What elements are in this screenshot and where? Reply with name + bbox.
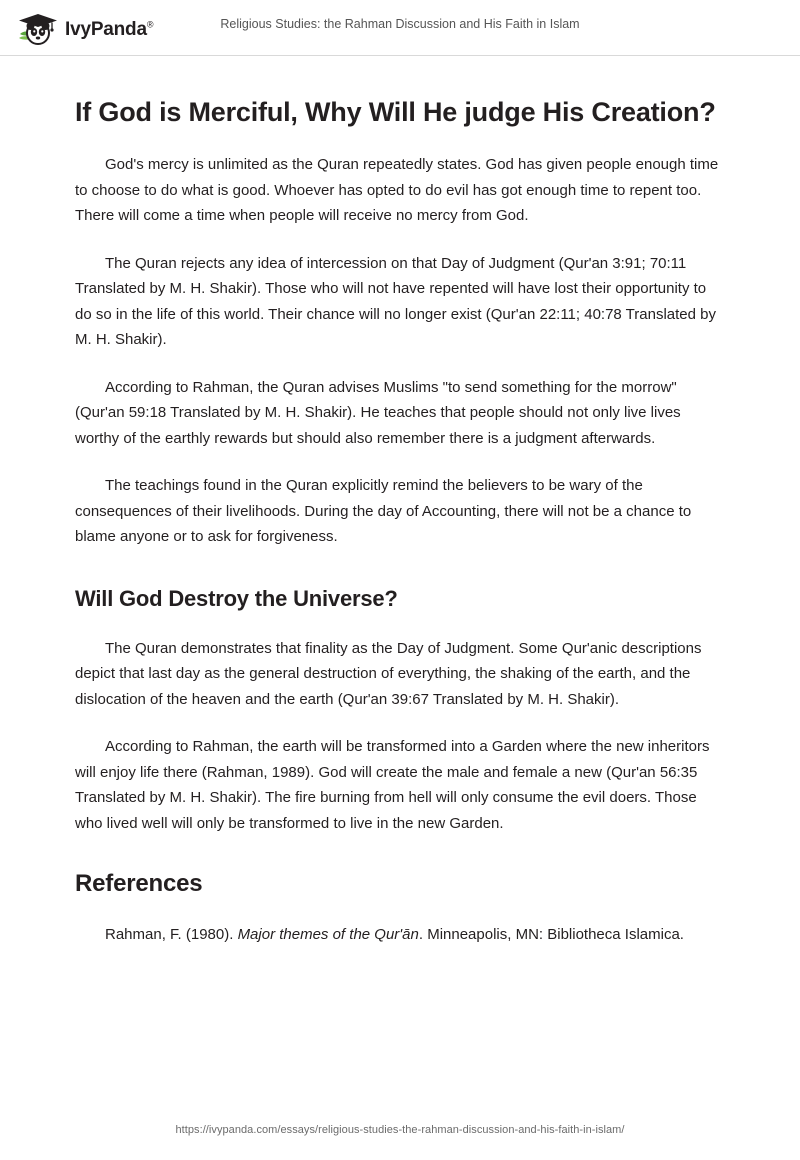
paragraph: The teachings found in the Quran explicitly remind the believers to be wary of the consequences of their livelihoods. During the day of Accounting, there will not be a chance to blame anyone or to ask for forgiveness. <box>75 477 692 545</box>
reference-publisher: . Minneapolis, MN: Bibliotheca Islamica. <box>418 926 684 943</box>
section-heading: Will God Destroy the Universe? <box>75 585 398 611</box>
page-header <box>0 0 800 56</box>
source-url-link[interactable]: https://ivypanda.com/essays/religious-studies-the-rahman-discussion-and-his-faith-in-islam/ <box>175 1124 625 1136</box>
page-footer <box>0 1120 800 1138</box>
document-body <box>0 56 800 948</box>
running-title: Religious Studies: the Rahman Discussion and His Faith in Islam <box>220 17 580 31</box>
paragraph: The Quran rejects any idea of intercession on that Day of Judgment (Qur'an 3:91; 70:11 Translated by M. H. Shakir). Those who will not have repented will have lost their opportunity to do so in the life of this world. Their chance will no longer exist (Qur'an 22:11; 40:78 Translated by M. H. Shakir). <box>75 254 716 348</box>
paragraph: According to Rahman, the Quran advises Muslims "to send something for the morrow" (Qur'an 59:18 Translated by M. H. Shakir). He teaches that people should not only live lives worthy of the earthly rewards but should also remember there is a judgment afterwards. <box>75 378 681 447</box>
brand-name-text: IvyPanda <box>65 19 147 40</box>
paragraph: The Quran demonstrates that finality as the Day of Judgment. Some Qur'anic descriptions depict that last day as the general destruction of everything, the shaking of the earth, and the dislocation of the heaven and the earth (Qur'an 39:67 Translated by M. H. Shakir). <box>75 639 702 708</box>
brand-registered-mark: ® <box>146 19 154 30</box>
paragraph: God's mercy is unlimited as the Quran repeatedly states. God has given people enough time to choose to do what is good. Whoever has opted to do evil has got enough time to repent too. There will come a time when people will receive no mercy from God. <box>75 156 719 224</box>
paragraph: According to Rahman, the earth will be transformed into a Garden where the new inheritors will enjoy life there (Rahman, 1989). God will create the male and female a new (Qur'an 56:35 Translated by M. H. Shakir). The fire burning from hell will only consume the evil doers. Those who lived well will only be transformed to live in the new Garden. <box>75 738 710 832</box>
reference-author-year: Rahman, F. (1980). <box>105 926 238 943</box>
reference-entry <box>75 922 725 948</box>
page-title: If God is Merciful, Why Will He judge His Creation? <box>75 97 716 127</box>
reference-title: Major themes of the Qur'ān <box>237 926 419 943</box>
references-heading: References <box>75 870 203 897</box>
